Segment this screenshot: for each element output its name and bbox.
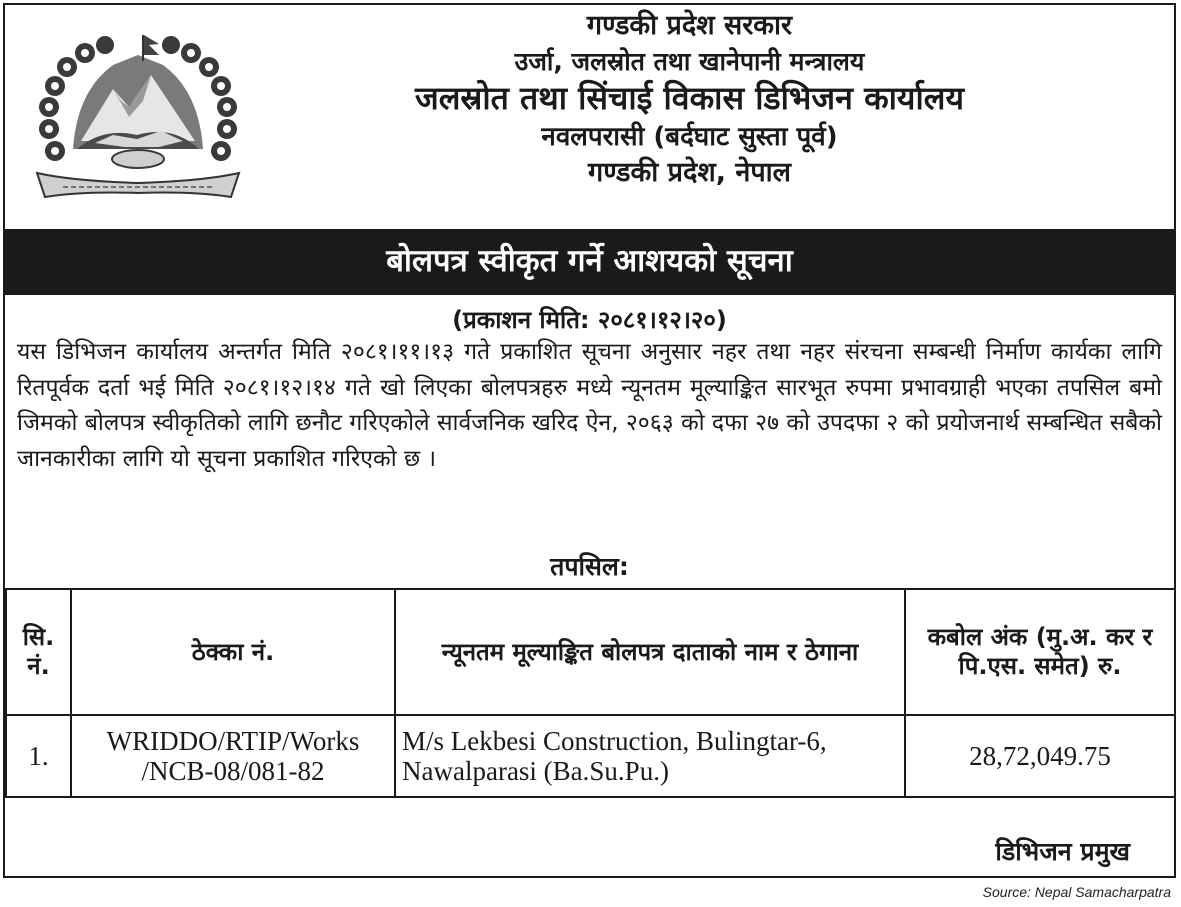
header-bidder: न्यूनतम मूल्याङ्कित बोलपत्र दाताको नाम र ठेगाना [395, 589, 905, 715]
award-table [5, 588, 1176, 798]
cell-contract-no: WRIDDO/RTIP/Works /NCB-08/081-82 [71, 715, 395, 797]
cell-amount: 28,72,049.75 [905, 715, 1175, 797]
table-header-row [6, 589, 1175, 715]
header-serial-no: सि. नं. [6, 589, 71, 715]
header-province: गण्डकी प्रदेश, नेपाल [588, 156, 791, 188]
source-credit: Source: Nepal Samacharpatra [982, 884, 1171, 900]
notice-body: यस डिभिजन कार्यालय अन्तर्गत मिति २०८१।११।१३ गते प्रकाशित सूचना अनुसार नहर तथा नहर संरचना सम्बन्धी निर्माण कार्यका लागि रितपूर्वक दर्ता भई मिति २०८१।१२।१४ गते खो लिएका बोलपत्रहरु मध्ये न्यूनतम मूल्याङ्कित सारभूत रुपमा प्रभावग्राही भएका तपसिल बमो जिमको बोलपत्र स्वीकृतिको लागि छनौट गरिएकोले सार्वजनिक खरिद ऐन, २०६३ को दफा २७ को उपदफा २ को प्रयोजनार्थ सम्बन्धित सबैको जानकारीका लागि यो सूचना प्रकाशित गरिएको छ । [17, 339, 1162, 472]
signature-division-chief: डिभिजन प्रमुख [995, 837, 1130, 866]
table-row [6, 715, 1175, 797]
publication-date: (प्रकाशन मिति: २०८१।१२।२०) [452, 306, 727, 334]
details-label: तपसिल: [550, 552, 629, 581]
notice-title: बोलपत्र स्वीकृत गर्ने आशयको सूचना [5, 229, 1174, 295]
header-government: गण्डकी प्रदेश सरकार [586, 10, 793, 41]
header-amount: कबोल अंक (मु.अ. कर र पि.एस. समेत) रु. [905, 589, 1175, 715]
header-district: नवलपरासी (बर्दघाट सुस्ता पूर्व) [541, 122, 838, 153]
cell-bidder: M/s Lekbesi Construction, Bulingtar-6, Nawalparasi (Ba.Su.Pu.) [395, 715, 905, 797]
notice-frame [3, 3, 1176, 878]
header-office: जलस्रोत तथा सिंचाई विकास डिभिजन कार्यालय [414, 79, 965, 118]
header-contract-no: ठेक्का नं. [71, 589, 395, 715]
header-lines [205, 11, 1174, 188]
cell-serial-no: 1. [6, 715, 71, 797]
header-ministry: उर्जा, जलस्रोत तथा खानेपानी मन्त्रालय [514, 46, 865, 76]
notice-header [5, 5, 1174, 229]
